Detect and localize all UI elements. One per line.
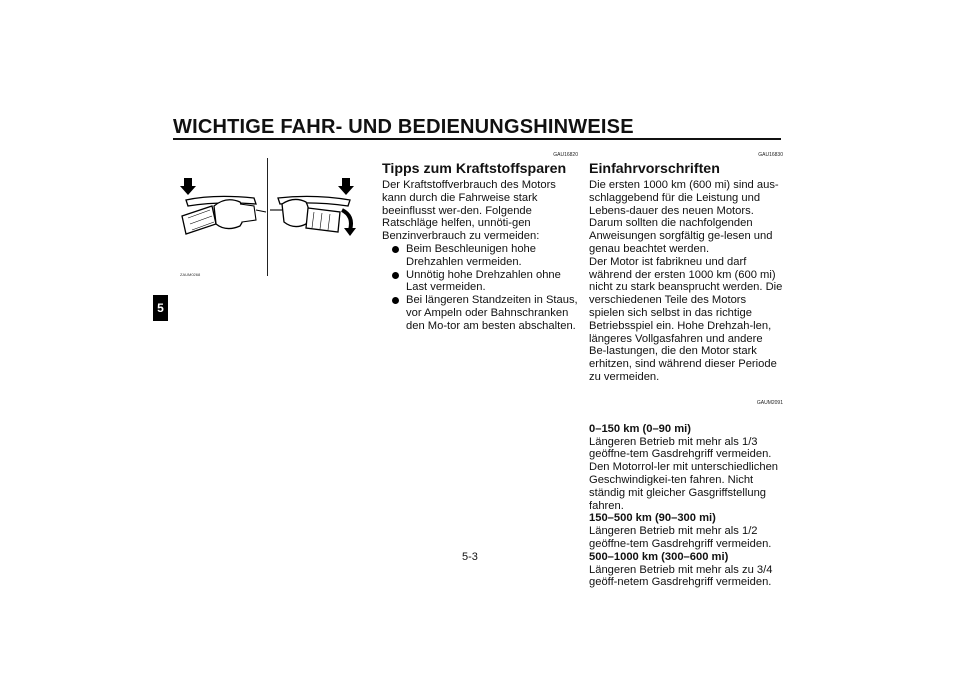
paragraph: Der Motor ist fabrikneu und darf während der ersten 1000 km (600 mi) nicht zu stark beansprucht werden. Die verschiedenen Teile des Motors spielen sich selbst in das richtige Betriebsspiel ein. Hohe Drehzah-len, längeres Vollgasfahren und andere Be-lastungen, die den Motor stark erhitzen, sind während dieser Periode zu vermeiden. [589,255,783,383]
paragraph: Die ersten 1000 km (600 mi) sind aus-schlaggebend für die Leistung und Lebens-dauer des neuen Motors. Darum sollten die nachfolgenden Anweisungen sorgfältig ge-lesen und genau beachtet werden. [589,179,779,255]
stage-range: 0–150 km (0–90 mi) [589,422,691,435]
stage-text: Längeren Betrieb mit mehr als 1/3 geöffne-tem Gasdrehgriff vermeiden. Den Motorrol-ler mit unterschiedlichen Geschwindigkei-ten fahren. Nicht ständig mit gleicher Gasgriffstellung fahren. [589,435,779,512]
bullet-icon [392,297,399,304]
list-item: Bei längeren Standzeiten in Staus, vor Ampeln oder Bahnschranken den Mo-tor am besten abschalten. [382,294,578,332]
page-number: 5-3 [462,551,478,563]
section-title: Einfahrvorschriften [589,161,720,177]
header-rule [173,138,781,140]
figure-code: ZAUM0268 [180,272,201,277]
bullet-icon [392,246,399,253]
down-arrow-icon-right [338,178,354,195]
section-break-in [589,152,783,589]
section-code: GAU16830 [758,152,783,158]
section-code: GAUM2091 [756,399,783,406]
list-item: Unnötig hohe Drehzahlen ohne Last vermeiden. [382,269,578,295]
bullet-icon [392,272,399,279]
section-fuel-saving [382,152,578,333]
down-arrow-icon-left [180,178,196,195]
page-header-title: WICHTIGE FAHR- UND BEDIENUNGSHINWEISE [173,116,634,138]
stage-text: Längeren Betrieb mit mehr als 1/2 geöffne-tem Gasdrehgriff vermeiden. [589,525,772,550]
bullet-list [382,243,578,333]
chapter-tab: 5 [153,295,168,321]
stage-range: 500–1000 km (300–600 mi) [589,550,729,563]
list-item: Beim Beschleunigen hohe Drehzahlen vermeiden. [382,243,578,269]
section-title: Tipps zum Kraftstoffsparen [382,161,567,177]
stage-range: 150–500 km (90–300 mi) [589,512,716,525]
section-intro: Der Kraftstoffverbrauch des Motors kann durch die Fahrweise stark beeinflusst wer-den. Folgende Ratschläge helfen, unnöti-gen Benzinverbrauch zu vermeiden: [382,179,556,243]
section-code: GAU16820 [553,152,578,158]
stage-text: Längeren Betrieb mit mehr als zu 3/4 geöff-netem Gasdrehgriff vermeiden. [589,563,773,589]
figure-divider [267,158,268,276]
